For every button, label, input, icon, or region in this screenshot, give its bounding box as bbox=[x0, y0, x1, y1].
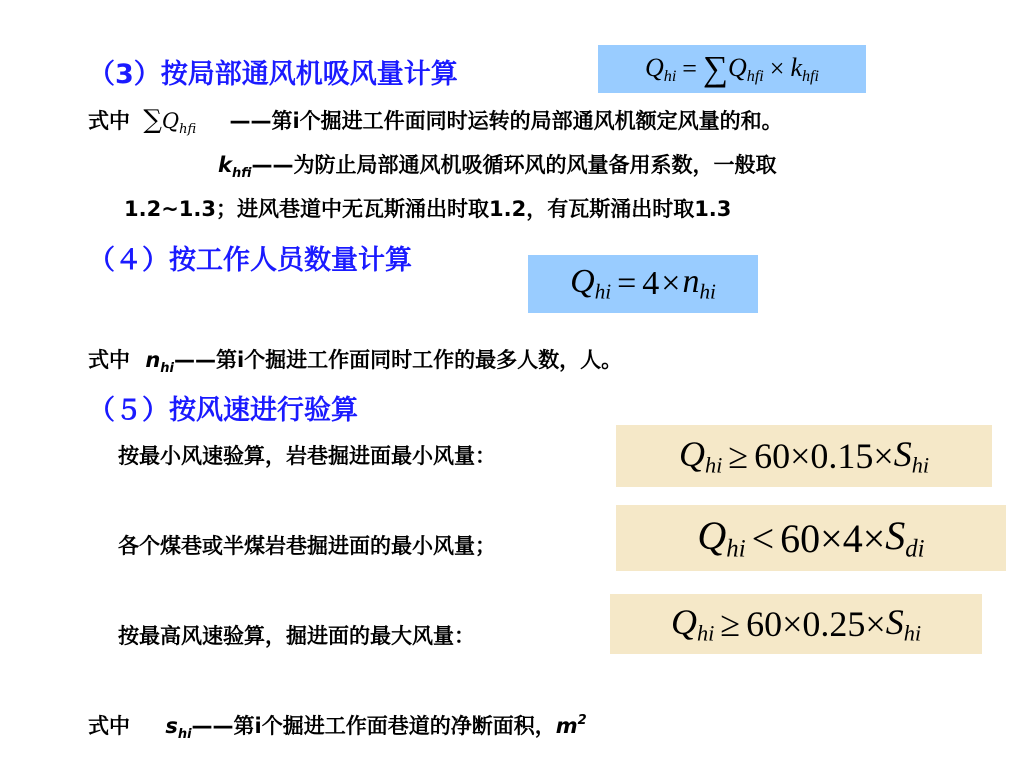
formula-5-1-t1: × bbox=[790, 436, 811, 476]
formula-5-1-b: 0.15 bbox=[810, 436, 874, 476]
s-hi-symbol: $s_{hi}$ bbox=[165, 714, 192, 742]
formula-3-q: Qhfi bbox=[727, 52, 764, 85]
section-3-line-3: 1.2~1.3；进风巷道中无瓦斯涌出时取1.2，有瓦斯涌出时取1.3 bbox=[124, 197, 732, 221]
formula-5-1-lhs: Qhi bbox=[678, 434, 723, 478]
formula-4-equals: = bbox=[617, 265, 637, 302]
line-text: ——第i个掘进工作面同时工作的最多人数，人。 bbox=[173, 348, 623, 372]
section-5-heading: （５）按风速进行验算 bbox=[88, 395, 358, 426]
section-4-heading: （４）按工作人员数量计算 bbox=[88, 245, 412, 276]
formula-3-box bbox=[598, 45, 866, 93]
formula-5-1-op: ≥ bbox=[728, 436, 749, 476]
line-prefix: 式中 bbox=[88, 109, 130, 133]
row-3-label: 按最高风速验算，掘进面的最大风量： bbox=[118, 624, 475, 648]
formula-5-2-lhs: Qhi bbox=[697, 513, 746, 563]
formula-5-2-op: < bbox=[751, 515, 775, 561]
section-3-line-2 bbox=[218, 149, 776, 181]
formula-5-2-box bbox=[616, 505, 1006, 571]
formula-5-2-b: 4 bbox=[842, 515, 863, 561]
formula-5-2-t1: × bbox=[820, 515, 843, 561]
formula-5-1-a: 60 bbox=[754, 436, 791, 476]
line-prefix: 式中 bbox=[88, 714, 130, 738]
formula-5-2-s: Sdi bbox=[885, 513, 925, 563]
formula-4-times: × bbox=[661, 265, 681, 302]
line-prefix: 式中 bbox=[88, 348, 130, 372]
section-3-heading: （3）按局部通风机吸风量计算 bbox=[88, 59, 458, 90]
formula-3-equals: = bbox=[682, 54, 697, 83]
formula-4-n: nhi bbox=[682, 263, 716, 304]
section-3-line-1 bbox=[88, 105, 783, 137]
formula-3-sigma: ∑ bbox=[702, 49, 728, 88]
formula-5-3-s: Shi bbox=[885, 602, 922, 646]
n-hi-symbol: $n_{hi}$ bbox=[145, 348, 174, 376]
k-hfi-symbol: $k_{hfi}$ bbox=[218, 153, 252, 181]
section-4-line-1 bbox=[88, 344, 622, 376]
formula-5-2-t2: × bbox=[862, 515, 886, 561]
formula-5-3-lhs: Qhi bbox=[670, 602, 715, 646]
formula-5-1-s: Shi bbox=[893, 434, 930, 478]
formula-3-times: × bbox=[769, 54, 785, 83]
formula-4-lhs: Qhi bbox=[570, 263, 612, 304]
formula-5-3-b: 0.25 bbox=[802, 604, 866, 644]
unit-m2: $m^2$ bbox=[555, 713, 587, 738]
sigma-q-hfi: $\sum Q_{hfi}$ bbox=[143, 105, 197, 137]
formula-4-box bbox=[528, 255, 758, 313]
formula-5-3-box bbox=[610, 594, 982, 654]
formula-3-k: khfi bbox=[790, 52, 820, 85]
formula-3-lhs: Qhi bbox=[644, 52, 677, 85]
formula-5-1-box bbox=[616, 425, 992, 487]
formula-5-3-t2: × bbox=[865, 604, 886, 644]
line-text: ——第i个掘进工件面同时运转的局部通风机额定风量的和。 bbox=[229, 109, 783, 133]
formula-5-1-t2: × bbox=[873, 436, 894, 476]
line-text: ——为防止局部通风机吸循环风的风量备用系数，一般取 bbox=[251, 153, 777, 177]
line-text: ——第i个掘进工作面巷道的净断面积， bbox=[191, 714, 556, 738]
formula-4-num: 4 bbox=[642, 265, 660, 302]
formula-5-3-a: 60 bbox=[746, 604, 783, 644]
row-2-label: 各个煤巷或半煤岩巷掘进面的最小风量； bbox=[118, 534, 496, 558]
formula-5-3-op: ≥ bbox=[720, 604, 741, 644]
formula-5-2-a: 60 bbox=[780, 515, 821, 561]
section-5-footer bbox=[88, 710, 587, 742]
row-1-label: 按最小风速验算，岩巷掘进面最小风量： bbox=[118, 444, 496, 468]
formula-5-3-t1: × bbox=[782, 604, 803, 644]
